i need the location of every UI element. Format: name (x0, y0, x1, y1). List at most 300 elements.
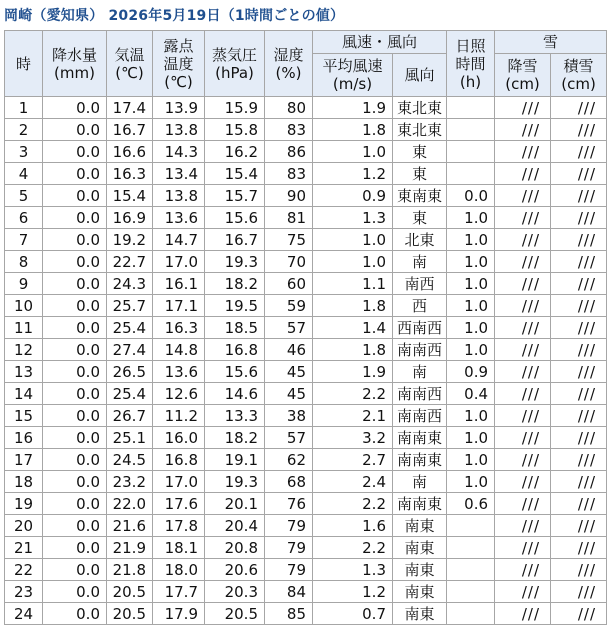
hour-cell: 9 (5, 273, 43, 295)
wind-direction-cell: 南南西 (393, 383, 447, 405)
page-title: 岡崎（愛知県） 2026年5月19日（1時間ごとの値） (4, 8, 345, 24)
snowfall-cell: /// (495, 581, 551, 603)
humidity-cell: 76 (265, 493, 313, 515)
header-snow-group: 雪 (495, 31, 607, 54)
humidity-cell: 46 (265, 339, 313, 361)
hour-cell: 24 (5, 603, 43, 625)
snowfall-cell: /// (495, 603, 551, 625)
wind-speed-cell: 1.0 (313, 141, 393, 163)
temperature-cell: 22.7 (107, 251, 153, 273)
wind-direction-cell: 南 (393, 471, 447, 493)
dew-point-cell: 18.0 (153, 559, 205, 581)
snowfall-cell: /// (495, 515, 551, 537)
snowfall-cell: /// (495, 339, 551, 361)
table-row (5, 361, 607, 383)
snowfall-cell: /// (495, 119, 551, 141)
temperature-cell: 16.3 (107, 163, 153, 185)
table-row (5, 493, 607, 515)
temperature-cell: 23.2 (107, 471, 153, 493)
wind-speed-cell: 3.2 (313, 427, 393, 449)
precipitation-cell: 0.0 (43, 185, 107, 207)
hour-cell: 1 (5, 97, 43, 119)
temperature-cell: 24.3 (107, 273, 153, 295)
wind-direction-cell: 西南西 (393, 317, 447, 339)
sunshine-cell: 1.0 (447, 405, 495, 427)
wind-speed-cell: 1.6 (313, 515, 393, 537)
wind-speed-cell: 1.3 (313, 559, 393, 581)
hour-cell: 7 (5, 229, 43, 251)
precipitation-cell: 0.0 (43, 471, 107, 493)
vapor-pressure-cell: 20.6 (205, 559, 265, 581)
humidity-cell: 57 (265, 427, 313, 449)
snow-depth-cell: /// (551, 207, 607, 229)
wind-speed-cell: 1.9 (313, 97, 393, 119)
sunshine-cell (447, 559, 495, 581)
wind-speed-cell: 2.7 (313, 449, 393, 471)
vapor-pressure-cell: 13.3 (205, 405, 265, 427)
vapor-pressure-cell: 20.4 (205, 515, 265, 537)
snow-depth-cell: /// (551, 449, 607, 471)
dew-point-cell: 16.3 (153, 317, 205, 339)
temperature-cell: 16.7 (107, 119, 153, 141)
temperature-cell: 20.5 (107, 603, 153, 625)
snow-depth-cell: /// (551, 537, 607, 559)
wind-speed-cell: 2.1 (313, 405, 393, 427)
table-row (5, 471, 607, 493)
hour-cell: 18 (5, 471, 43, 493)
precipitation-cell: 0.0 (43, 559, 107, 581)
precipitation-cell: 0.0 (43, 405, 107, 427)
snow-depth-cell: /// (551, 603, 607, 625)
snowfall-cell: /// (495, 295, 551, 317)
snowfall-cell: /// (495, 207, 551, 229)
table-row (5, 581, 607, 603)
snowfall-cell: /// (495, 97, 551, 119)
wind-direction-cell: 南東 (393, 559, 447, 581)
table-row (5, 317, 607, 339)
sunshine-cell: 0.4 (447, 383, 495, 405)
precipitation-cell: 0.0 (43, 537, 107, 559)
wind-speed-cell: 1.8 (313, 295, 393, 317)
snowfall-cell: /// (495, 361, 551, 383)
humidity-cell: 81 (265, 207, 313, 229)
precipitation-cell: 0.0 (43, 493, 107, 515)
vapor-pressure-cell: 15.9 (205, 97, 265, 119)
dew-point-cell: 17.1 (153, 295, 205, 317)
vapor-pressure-cell: 20.1 (205, 493, 265, 515)
temperature-cell: 25.7 (107, 295, 153, 317)
header-humidity: 湿度 (%) (265, 31, 313, 97)
wind-speed-cell: 1.8 (313, 119, 393, 141)
precipitation-cell: 0.0 (43, 581, 107, 603)
hour-cell: 2 (5, 119, 43, 141)
snowfall-cell: /// (495, 229, 551, 251)
humidity-cell: 83 (265, 163, 313, 185)
table-row (5, 515, 607, 537)
snowfall-cell: /// (495, 449, 551, 471)
precipitation-cell: 0.0 (43, 207, 107, 229)
dew-point-cell: 14.3 (153, 141, 205, 163)
humidity-cell: 90 (265, 185, 313, 207)
dew-point-cell: 14.7 (153, 229, 205, 251)
precipitation-cell: 0.0 (43, 229, 107, 251)
temperature-cell: 15.4 (107, 185, 153, 207)
header-precipitation: 降水量 (mm) (43, 31, 107, 97)
sunshine-cell: 1.0 (447, 295, 495, 317)
wind-direction-cell: 東 (393, 207, 447, 229)
vapor-pressure-cell: 19.5 (205, 295, 265, 317)
wind-speed-cell: 0.9 (313, 185, 393, 207)
sunshine-cell: 0.6 (447, 493, 495, 515)
snow-depth-cell: /// (551, 559, 607, 581)
wind-speed-cell: 1.9 (313, 361, 393, 383)
sunshine-cell (447, 119, 495, 141)
wind-speed-cell: 0.7 (313, 603, 393, 625)
table-row (5, 449, 607, 471)
wind-direction-cell: 東北東 (393, 97, 447, 119)
sunshine-cell: 1.0 (447, 317, 495, 339)
vapor-pressure-cell: 16.2 (205, 141, 265, 163)
wind-speed-cell: 1.0 (313, 251, 393, 273)
table-row (5, 207, 607, 229)
wind-speed-cell: 1.2 (313, 163, 393, 185)
dew-point-cell: 13.8 (153, 185, 205, 207)
snow-depth-cell: /// (551, 339, 607, 361)
wind-direction-cell: 北東 (393, 229, 447, 251)
dew-point-cell: 13.6 (153, 207, 205, 229)
precipitation-cell: 0.0 (43, 361, 107, 383)
wind-direction-cell: 東 (393, 141, 447, 163)
snowfall-cell: /// (495, 251, 551, 273)
snowfall-cell: /// (495, 185, 551, 207)
sunshine-cell: 1.0 (447, 273, 495, 295)
snow-depth-cell: /// (551, 361, 607, 383)
temperature-cell: 26.5 (107, 361, 153, 383)
humidity-cell: 38 (265, 405, 313, 427)
hour-cell: 16 (5, 427, 43, 449)
temperature-cell: 17.4 (107, 97, 153, 119)
snow-depth-cell: /// (551, 405, 607, 427)
sunshine-cell (447, 515, 495, 537)
table-row (5, 119, 607, 141)
vapor-pressure-cell: 20.8 (205, 537, 265, 559)
table-row (5, 273, 607, 295)
wind-direction-cell: 南 (393, 251, 447, 273)
snow-depth-cell: /// (551, 317, 607, 339)
vapor-pressure-cell: 15.4 (205, 163, 265, 185)
dew-point-cell: 17.9 (153, 603, 205, 625)
vapor-pressure-cell: 19.3 (205, 471, 265, 493)
temperature-cell: 21.6 (107, 515, 153, 537)
dew-point-cell: 16.1 (153, 273, 205, 295)
table-row (5, 97, 607, 119)
snow-depth-cell: /// (551, 581, 607, 603)
dew-point-cell: 13.9 (153, 97, 205, 119)
precipitation-cell: 0.0 (43, 119, 107, 141)
hour-cell: 20 (5, 515, 43, 537)
table-row (5, 185, 607, 207)
wind-speed-cell: 1.2 (313, 581, 393, 603)
hourly-observation-table (4, 30, 607, 625)
sunshine-cell: 1.0 (447, 251, 495, 273)
hour-cell: 17 (5, 449, 43, 471)
humidity-cell: 86 (265, 141, 313, 163)
vapor-pressure-cell: 20.5 (205, 603, 265, 625)
snow-depth-cell: /// (551, 229, 607, 251)
sunshine-cell (447, 97, 495, 119)
humidity-cell: 57 (265, 317, 313, 339)
table-row (5, 405, 607, 427)
vapor-pressure-cell: 15.6 (205, 361, 265, 383)
snow-depth-cell: /// (551, 141, 607, 163)
temperature-cell: 24.5 (107, 449, 153, 471)
hour-cell: 8 (5, 251, 43, 273)
wind-direction-cell: 南西 (393, 273, 447, 295)
dew-point-cell: 17.0 (153, 251, 205, 273)
wind-direction-cell: 南 (393, 361, 447, 383)
hour-cell: 12 (5, 339, 43, 361)
wind-speed-cell: 1.4 (313, 317, 393, 339)
sunshine-cell: 1.0 (447, 471, 495, 493)
vapor-pressure-cell: 19.1 (205, 449, 265, 471)
wind-speed-cell: 1.8 (313, 339, 393, 361)
header-wind-direction: 風向 (393, 54, 447, 97)
snow-depth-cell: /// (551, 427, 607, 449)
humidity-cell: 79 (265, 559, 313, 581)
header-sunshine: 日照 時間 (h) (447, 31, 495, 97)
precipitation-cell: 0.0 (43, 163, 107, 185)
wind-direction-cell: 東北東 (393, 119, 447, 141)
wind-direction-cell: 東南東 (393, 185, 447, 207)
dew-point-cell: 16.8 (153, 449, 205, 471)
wind-speed-cell: 1.0 (313, 229, 393, 251)
vapor-pressure-cell: 20.3 (205, 581, 265, 603)
precipitation-cell: 0.0 (43, 141, 107, 163)
hour-cell: 14 (5, 383, 43, 405)
temperature-cell: 16.6 (107, 141, 153, 163)
table-row (5, 339, 607, 361)
dew-point-cell: 13.6 (153, 361, 205, 383)
snow-depth-cell: /// (551, 119, 607, 141)
humidity-cell: 59 (265, 295, 313, 317)
header-temperature: 気温 (℃) (107, 31, 153, 97)
precipitation-cell: 0.0 (43, 295, 107, 317)
sunshine-cell (447, 603, 495, 625)
dew-point-cell: 14.8 (153, 339, 205, 361)
snowfall-cell: /// (495, 141, 551, 163)
header-vapor-pressure: 蒸気圧 (hPa) (205, 31, 265, 97)
humidity-cell: 45 (265, 361, 313, 383)
table-row (5, 559, 607, 581)
vapor-pressure-cell: 18.5 (205, 317, 265, 339)
humidity-cell: 62 (265, 449, 313, 471)
table-row (5, 295, 607, 317)
snow-depth-cell: /// (551, 185, 607, 207)
hour-cell: 6 (5, 207, 43, 229)
vapor-pressure-cell: 15.7 (205, 185, 265, 207)
vapor-pressure-cell: 19.3 (205, 251, 265, 273)
temperature-cell: 21.9 (107, 537, 153, 559)
humidity-cell: 45 (265, 383, 313, 405)
snowfall-cell: /// (495, 471, 551, 493)
table-header (5, 31, 607, 97)
table-row (5, 603, 607, 625)
precipitation-cell: 0.0 (43, 603, 107, 625)
snowfall-cell: /// (495, 163, 551, 185)
precipitation-cell: 0.0 (43, 317, 107, 339)
snow-depth-cell: /// (551, 515, 607, 537)
hour-cell: 22 (5, 559, 43, 581)
wind-speed-cell: 2.4 (313, 471, 393, 493)
precipitation-cell: 0.0 (43, 251, 107, 273)
sunshine-cell: 1.0 (447, 427, 495, 449)
wind-direction-cell: 南東 (393, 603, 447, 625)
wind-direction-cell: 南南西 (393, 339, 447, 361)
humidity-cell: 68 (265, 471, 313, 493)
snowfall-cell: /// (495, 273, 551, 295)
sunshine-cell (447, 537, 495, 559)
wind-direction-cell: 南東 (393, 581, 447, 603)
wind-direction-cell: 南南東 (393, 493, 447, 515)
vapor-pressure-cell: 16.7 (205, 229, 265, 251)
temperature-cell: 25.4 (107, 317, 153, 339)
dew-point-cell: 17.0 (153, 471, 205, 493)
wind-speed-cell: 1.1 (313, 273, 393, 295)
hour-cell: 4 (5, 163, 43, 185)
snow-depth-cell: /// (551, 97, 607, 119)
precipitation-cell: 0.0 (43, 339, 107, 361)
wind-speed-cell: 1.3 (313, 207, 393, 229)
vapor-pressure-cell: 15.6 (205, 207, 265, 229)
snowfall-cell: /// (495, 427, 551, 449)
precipitation-cell: 0.0 (43, 273, 107, 295)
header-snowfall: 降雪 (cm) (495, 54, 551, 97)
temperature-cell: 21.8 (107, 559, 153, 581)
snow-depth-cell: /// (551, 471, 607, 493)
snowfall-cell: /// (495, 537, 551, 559)
sunshine-cell (447, 141, 495, 163)
snowfall-cell: /// (495, 383, 551, 405)
table-row (5, 141, 607, 163)
vapor-pressure-cell: 18.2 (205, 427, 265, 449)
snowfall-cell: /// (495, 317, 551, 339)
header-dew-point: 露点 温度 (℃) (153, 31, 205, 97)
vapor-pressure-cell: 15.8 (205, 119, 265, 141)
sunshine-cell: 1.0 (447, 229, 495, 251)
temperature-cell: 19.2 (107, 229, 153, 251)
sunshine-cell (447, 163, 495, 185)
table-body (5, 97, 607, 625)
sunshine-cell: 1.0 (447, 207, 495, 229)
snowfall-cell: /// (495, 559, 551, 581)
vapor-pressure-cell: 16.8 (205, 339, 265, 361)
wind-speed-cell: 2.2 (313, 383, 393, 405)
snow-depth-cell: /// (551, 383, 607, 405)
dew-point-cell: 16.0 (153, 427, 205, 449)
humidity-cell: 60 (265, 273, 313, 295)
precipitation-cell: 0.0 (43, 383, 107, 405)
snowfall-cell: /// (495, 493, 551, 515)
header-hour: 時 (5, 31, 43, 97)
header-wind-speed: 平均風速 (m/s) (313, 54, 393, 97)
hour-cell: 10 (5, 295, 43, 317)
snowfall-cell: /// (495, 405, 551, 427)
snow-depth-cell: /// (551, 163, 607, 185)
precipitation-cell: 0.0 (43, 449, 107, 471)
humidity-cell: 79 (265, 515, 313, 537)
hour-cell: 21 (5, 537, 43, 559)
sunshine-cell: 0.0 (447, 185, 495, 207)
humidity-cell: 80 (265, 97, 313, 119)
hour-cell: 11 (5, 317, 43, 339)
temperature-cell: 16.9 (107, 207, 153, 229)
wind-speed-cell: 2.2 (313, 537, 393, 559)
humidity-cell: 85 (265, 603, 313, 625)
table-row (5, 229, 607, 251)
wind-direction-cell: 南東 (393, 537, 447, 559)
wind-direction-cell: 東 (393, 163, 447, 185)
dew-point-cell: 12.6 (153, 383, 205, 405)
table-row (5, 537, 607, 559)
dew-point-cell: 17.7 (153, 581, 205, 603)
table-row (5, 163, 607, 185)
temperature-cell: 26.7 (107, 405, 153, 427)
wind-direction-cell: 南南東 (393, 449, 447, 471)
temperature-cell: 25.4 (107, 383, 153, 405)
header-wind-group: 風速・風向 (313, 31, 447, 54)
table-row (5, 251, 607, 273)
hour-cell: 3 (5, 141, 43, 163)
hour-cell: 23 (5, 581, 43, 603)
hour-cell: 5 (5, 185, 43, 207)
temperature-cell: 22.0 (107, 493, 153, 515)
dew-point-cell: 17.8 (153, 515, 205, 537)
humidity-cell: 70 (265, 251, 313, 273)
sunshine-cell: 1.0 (447, 339, 495, 361)
dew-point-cell: 13.8 (153, 119, 205, 141)
snow-depth-cell: /// (551, 273, 607, 295)
wind-direction-cell: 南東 (393, 515, 447, 537)
snow-depth-cell: /// (551, 295, 607, 317)
wind-direction-cell: 南南西 (393, 405, 447, 427)
dew-point-cell: 13.4 (153, 163, 205, 185)
vapor-pressure-cell: 14.6 (205, 383, 265, 405)
snow-depth-cell: /// (551, 251, 607, 273)
precipitation-cell: 0.0 (43, 515, 107, 537)
temperature-cell: 25.1 (107, 427, 153, 449)
temperature-cell: 27.4 (107, 339, 153, 361)
hour-cell: 13 (5, 361, 43, 383)
header-snow-depth: 積雪 (cm) (551, 54, 607, 97)
precipitation-cell: 0.0 (43, 97, 107, 119)
wind-direction-cell: 西 (393, 295, 447, 317)
hour-cell: 15 (5, 405, 43, 427)
wind-direction-cell: 南南東 (393, 427, 447, 449)
humidity-cell: 79 (265, 537, 313, 559)
sunshine-cell: 1.0 (447, 449, 495, 471)
sunshine-cell: 0.9 (447, 361, 495, 383)
wind-speed-cell: 2.2 (313, 493, 393, 515)
hour-cell: 19 (5, 493, 43, 515)
humidity-cell: 83 (265, 119, 313, 141)
dew-point-cell: 17.6 (153, 493, 205, 515)
humidity-cell: 84 (265, 581, 313, 603)
humidity-cell: 75 (265, 229, 313, 251)
table-row (5, 427, 607, 449)
precipitation-cell: 0.0 (43, 427, 107, 449)
table-row (5, 383, 607, 405)
vapor-pressure-cell: 18.2 (205, 273, 265, 295)
